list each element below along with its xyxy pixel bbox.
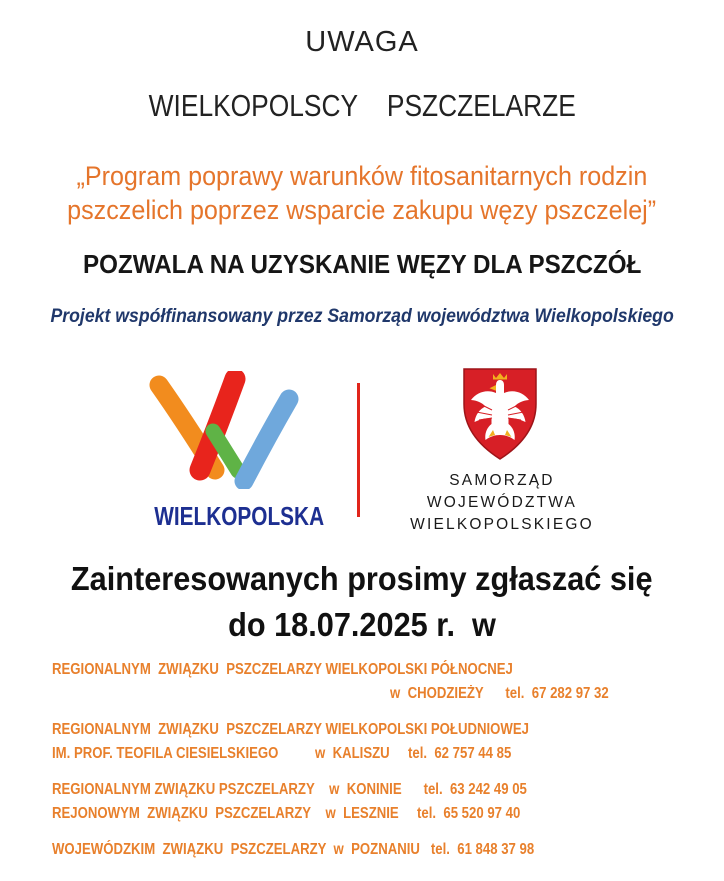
contact-line: IM. PROF. TEOFILA CIESIELSKIEGO w KALISZU tel. 62 757 44 85: [52, 745, 512, 762]
wielkopolska-wordmark: [133, 501, 325, 532]
cta-heading: [0, 556, 724, 648]
contact-entry-kalisz: [52, 718, 704, 766]
cofinance-note: [0, 306, 724, 328]
wielkopolska-logo: [143, 371, 311, 494]
title-attention: UWAGA: [305, 26, 419, 58]
program-quote-line2: pszczelich poprzez wsparcie zakupu węzy pszczelej”: [67, 195, 657, 225]
cta-line1: Zainteresowanych prosimy zgłaszać się: [71, 560, 653, 597]
samorzad-caption-line2: WOJEWÓDZTWA: [426, 494, 578, 511]
program-benefit: [0, 249, 724, 280]
samorzad-caption-line1: SAMORZĄD: [449, 472, 555, 489]
coat-of-arms: [458, 366, 542, 469]
program-quote: [0, 159, 724, 227]
title-audience-text: WIELKOPOLSCY PSZCZELARZE: [148, 88, 576, 123]
contact-entry-chodziez: [52, 658, 704, 706]
contact-list: [52, 658, 704, 874]
contact-line: REGIONALNYM ZWIĄZKU PSZCZELARZY w KONINIE tel. 63 242 49 05: [52, 781, 527, 798]
contact-line: w CHODZIEŻY tel. 67 282 97 32: [390, 685, 609, 702]
coat-of-arms-icon: [458, 366, 542, 464]
samorzad-caption: [397, 470, 607, 536]
program-benefit-text: POZWALA NA UZYSKANIE WĘZY DLA PSZCZÓŁ: [82, 249, 642, 279]
logo-divider: [357, 383, 360, 517]
cofinance-note-text: Projekt współfinansowany przez Samorząd województwa Wielkopolskiego: [50, 306, 674, 327]
w-brushstroke-icon: [143, 371, 311, 489]
contact-line: WOJEWÓDZKIM ZWIĄZKU PSZCZELARZY w POZNANIU tel. 61 848 37 98: [52, 841, 535, 858]
contact-line: REGIONALNYM ZWIĄZKU PSZCZELARZY WIELKOPOLSKI POŁUDNIOWEJ: [52, 721, 529, 738]
title-audience: [0, 88, 724, 124]
samorzad-caption-line3: WIELKOPOLSKIEGO: [410, 516, 594, 533]
program-quote-line1: „Program poprawy warunków fitosanitarnych rodzin: [76, 161, 648, 191]
wielkopolska-wordmark-text: WIELKOPOLSKA: [154, 501, 325, 531]
cta-line2: do 18.07.2025 r. w: [228, 606, 496, 643]
contact-line: REGIONALNYM ZWIĄZKU PSZCZELARZY WIELKOPOLSKI PÓŁNOCNEJ: [52, 661, 513, 678]
contact-entry-poznan: [52, 838, 704, 862]
contact-entry-konin-leszno: [52, 778, 704, 826]
contact-line: REJONOWYM ZWIĄZKU PSZCZELARZY w LESZNIE tel. 65 520 97 40: [52, 805, 521, 822]
